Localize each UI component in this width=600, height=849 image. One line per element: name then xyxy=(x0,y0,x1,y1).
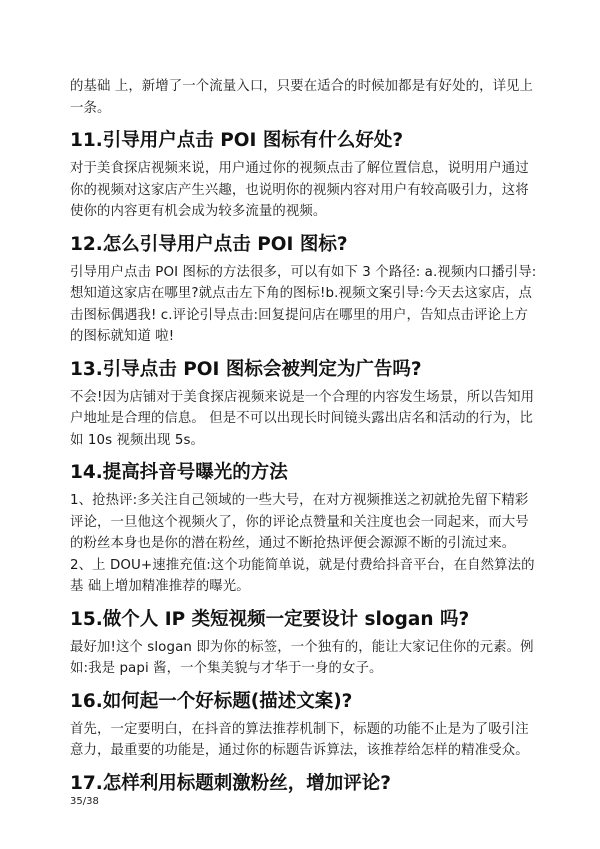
paragraph: 首先，一定要明白，在抖音的算法推荐机制下，标题的功能不止是为了吸引注意力，最重要的功能是，通过你的标题告诉算法，该推荐给怎样的精准受众。 xyxy=(70,721,529,758)
section-heading: 15.做个人 IP 类短视频一定要设计 slogan 吗? xyxy=(70,608,470,630)
paragraph: 引导用户点击 POI 图标的方法很多，可以有如下 3 个路径: a.视频内口播引导:想知道这家店在哪里?就点击左下角的图标!b.视频文案引导:今天去这家店，点击图标偶遇我! c.评论引导点击:回复提问店在哪里的用户，告知点击评论上方的图标就知道 啦! xyxy=(70,264,537,344)
page-number: 35/38 xyxy=(70,796,99,807)
section-heading: 11.引导用户点击 POI 图标有什么好处? xyxy=(70,130,404,151)
paragraph: 最好加!这个 slogan 即为你的标签，一个独有的，能让大家记住你的元素。例 如:我是 papi 酱，一个集美貌与才华于一身的女子。 xyxy=(70,639,534,676)
paragraph: 对于美食探店视频来说，用户通过你的视频点击了解位置信息，说明用户通过你的视频对这家店产生兴趣，也说明你的视频内容对用户有较高吸引力，这将使你的内容更有机会成为较多流量的视频。 xyxy=(70,161,529,219)
section-heading: 17.怎样利用标题刺激粉丝，增加评论? xyxy=(70,772,392,794)
paragraph: 的基础 上，新增了一个流量入口，只要在适合的时候加都是有好处的，详见上一条。 xyxy=(70,79,534,116)
document-body xyxy=(70,76,538,801)
paragraph: 1、抢热评:多关注自己领域的一些大号，在对方视频推送之初就抢先留下精彩 评论，一旦他这个视频火了，你的评论点赞量和关注度也会一同起来，而大号 的粉丝本身也是你的潜在粉丝，通过不断抢热评便会源源不断的引流过来。 xyxy=(70,493,529,551)
section-heading: 14.提高抖音号曝光的方法 xyxy=(70,462,288,483)
paragraph: 不会!因为店铺对于美食探店视频来说是一个合理的内容发生场景，所以告知用户地址是合理的信息。 但是不可以出现长时间镜头露出店名和活动的行为，比如 10s 视频出现 5s。 xyxy=(70,389,535,448)
section-heading: 13.引导点击 POI 图标会被判定为广告吗? xyxy=(70,358,422,380)
paragraph: 2、上 DOU+速推充值:这个功能简单说，就是付费给抖音平台，在自然算法的基 础上增加精准推荐的曝光。 xyxy=(70,557,535,594)
section-heading: 16.如何起一个好标题(描述文案)? xyxy=(70,690,353,712)
section-heading: 12.怎么引导用户点击 POI 图标? xyxy=(70,233,348,255)
